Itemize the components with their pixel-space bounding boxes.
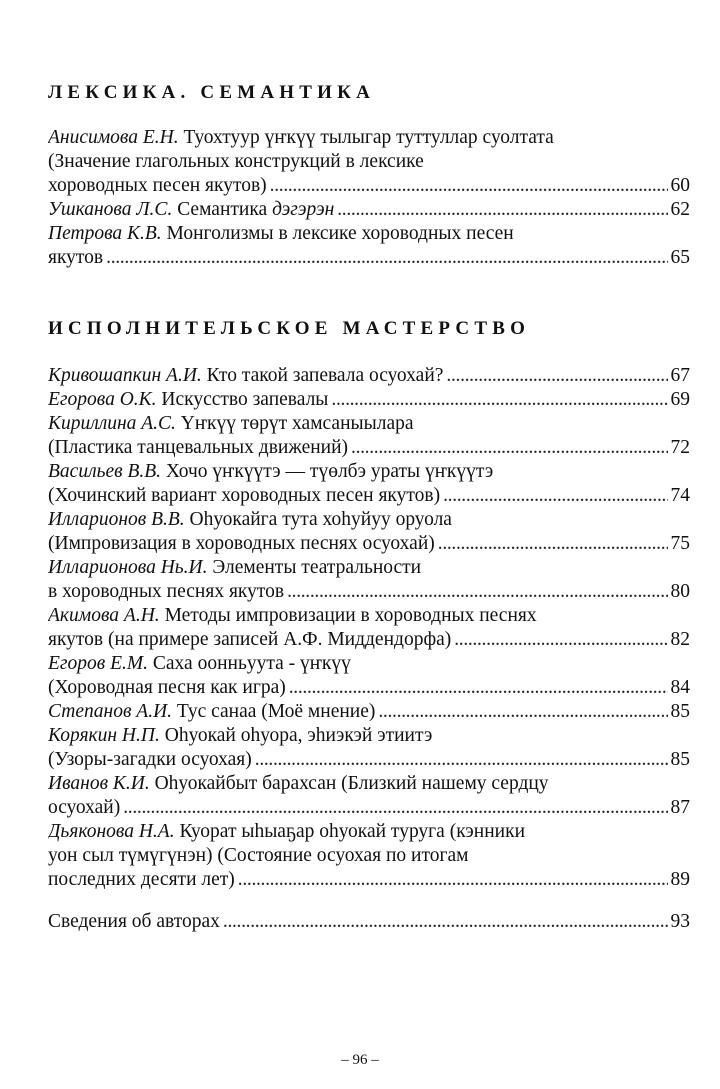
page-footer-number: – 96 – <box>341 1052 379 1068</box>
entry-author: Илларионов В.В. <box>48 509 185 530</box>
entry-text <box>48 821 525 842</box>
entry-author: Корякин Н.П. <box>48 725 160 746</box>
toc-entry[interactable] <box>48 388 690 412</box>
toc-line <box>48 748 690 772</box>
entry-text <box>48 151 424 172</box>
entry-title: Оһуокайга тута хоһуйуу оруола <box>184 509 452 530</box>
entry-author: Илларионова Нь.И. <box>48 557 208 578</box>
entry-title: хороводных песен якутов) <box>48 175 267 196</box>
entry-title: уон сыл түмүгүнэн) (Состояние осуохая по итогам <box>48 845 469 866</box>
entry-author: Егорова О.К. <box>48 389 157 410</box>
entry-title: Семантика <box>172 199 273 220</box>
page-number: 82 <box>670 629 690 650</box>
entry-author: Иванов К.И. <box>48 773 150 794</box>
entry-text <box>48 436 348 460</box>
entry-text <box>48 796 120 820</box>
entry-title: якутов <box>48 247 104 268</box>
entry-author: Степанов А.И. <box>48 701 173 722</box>
toc-list-lexics <box>48 126 690 270</box>
toc-line <box>48 724 690 748</box>
toc-line <box>48 844 690 868</box>
entry-author: Кириллина А.С. <box>48 413 176 434</box>
page-number: 87 <box>670 797 690 818</box>
toc-entry[interactable] <box>48 508 690 556</box>
toc-entry[interactable] <box>48 820 690 892</box>
entry-text <box>48 580 284 604</box>
entry-text <box>48 628 451 652</box>
entry-title: (Пластика танцевальных движений) <box>48 437 349 458</box>
toc-entry[interactable] <box>48 412 690 460</box>
toc-line <box>48 484 690 508</box>
section-title-performance: ИСПОЛНИТЕЛЬСКОЕ МАСТЕРСТВО <box>48 318 531 339</box>
page-number: 85 <box>670 749 690 770</box>
entry-text <box>48 725 432 746</box>
toc-line <box>48 364 690 388</box>
toc-line <box>48 868 690 892</box>
entry-title: Оһуокай оһуора, эһиэкэй этиитэ <box>159 725 433 746</box>
toc-line <box>48 126 690 150</box>
dot-leader <box>378 700 667 724</box>
dot-leader <box>123 796 667 820</box>
entry-text <box>48 868 235 892</box>
entry-author: Васильев В.В. <box>48 461 162 482</box>
toc-entry[interactable] <box>48 700 690 724</box>
dot-leader <box>337 198 667 222</box>
page-number: 84 <box>670 677 690 698</box>
dot-leader <box>223 910 668 934</box>
entry-title: Методы импровизации в хороводных песнях <box>159 605 537 626</box>
dot-leader <box>238 868 668 892</box>
toc-line <box>48 388 690 412</box>
entry-title: Оһуокайбыт барахсан (Близкий нашему сердцу <box>149 773 549 794</box>
entry-text <box>48 198 334 222</box>
page-number: 62 <box>670 199 690 220</box>
page-number: 60 <box>670 175 690 196</box>
dot-leader <box>438 532 668 556</box>
entry-text <box>48 605 537 626</box>
page-number: 69 <box>670 389 690 410</box>
entry-author: Кривошапкин А.И. <box>48 365 202 386</box>
toc-line <box>48 652 690 676</box>
entry-title: (Импровизация в хороводных песнях осуохай) <box>48 533 435 554</box>
entry-title: Сведения об авторах <box>48 911 220 932</box>
toc-line <box>48 676 690 700</box>
entry-title: (Хочинский вариант хороводных песен якутов) <box>48 485 441 506</box>
entry-author: Анисимова Е.Н. <box>48 127 179 148</box>
dot-leader <box>454 628 667 652</box>
entry-title: Элементы театральности <box>207 557 422 578</box>
entry-text <box>48 127 554 148</box>
toc-line <box>48 796 690 820</box>
entry-text <box>48 532 435 556</box>
entry-title: Хочо үҥкүүтэ — түөлбэ ураты үҥкүүтэ <box>161 461 494 482</box>
toc-entry[interactable] <box>48 126 690 198</box>
entry-text <box>48 557 421 578</box>
entry-title: осуохай) <box>48 797 121 818</box>
entry-text <box>48 509 452 530</box>
entry-title: Искусство запевалы <box>156 389 329 410</box>
toc-line <box>48 150 690 174</box>
entry-text <box>48 174 267 198</box>
entry-title: (Значение глагольных конструкций в лексике <box>48 151 424 172</box>
dot-leader <box>255 748 668 772</box>
dot-leader <box>331 388 667 412</box>
toc-line <box>48 246 690 270</box>
toc-entry[interactable] <box>48 772 690 820</box>
toc-line <box>48 628 690 652</box>
entry-text <box>48 484 440 508</box>
entry-author: Акимова А.Н. <box>48 605 160 626</box>
entry-text <box>48 676 286 700</box>
entry-title: Туохтуур үҥкүү тылыгар туттуллар суолтата <box>178 127 554 148</box>
entry-author: Дьяконова Н.А. <box>48 821 175 842</box>
dot-leader <box>446 364 667 388</box>
entry-title: (Узоры-загадки осуохая) <box>48 749 252 770</box>
entry-title: якутов (на примере записей А.Ф. Миддендорфа) <box>48 629 452 650</box>
toc-line <box>48 198 690 222</box>
entry-text <box>48 700 375 724</box>
entry-title: (Хороводная песня как игра) <box>48 677 286 698</box>
dot-leader <box>106 246 667 270</box>
page-number: 65 <box>670 247 690 268</box>
entry-text <box>48 413 414 434</box>
dot-leader <box>443 484 667 508</box>
entry-title: Монголизмы в лексике хороводных песен <box>161 223 514 244</box>
entry-text <box>48 364 443 388</box>
toc-line <box>48 556 690 580</box>
toc-line <box>48 604 690 628</box>
page-number: 72 <box>670 437 690 458</box>
entry-title: Тус санаа (Моё мнение) <box>172 701 376 722</box>
entry-title: в хороводных песнях якутов <box>48 581 285 602</box>
toc-line <box>48 532 690 556</box>
page-number: 74 <box>670 485 690 506</box>
dot-leader <box>289 676 668 700</box>
entry-author: Егоров Е.М. <box>48 653 149 674</box>
dot-leader <box>287 580 667 604</box>
toc-line <box>48 222 690 246</box>
toc-entry-authors-info[interactable] <box>48 910 690 934</box>
toc-entry[interactable] <box>48 222 690 270</box>
entry-title-italic: дэгэрэн <box>272 199 335 220</box>
toc-line <box>48 436 690 460</box>
toc-line <box>48 580 690 604</box>
toc-entry[interactable] <box>48 604 690 652</box>
entry-author: Петрова К.В. <box>48 223 162 244</box>
toc-entry[interactable] <box>48 724 690 772</box>
entry-title: Саха оонньуута - үҥкүү <box>148 653 351 674</box>
dot-leader <box>270 174 668 198</box>
toc-line <box>48 508 690 532</box>
toc-list-performance <box>48 364 690 892</box>
entry-text <box>48 388 328 412</box>
entry-title: последних десяти лет) <box>48 869 235 890</box>
entry-text <box>48 845 468 866</box>
entry-title: Үҥкүү төрүт хамсаныылара <box>175 413 414 434</box>
page-number: 80 <box>670 581 690 602</box>
entry-author: Ушканова Л.С. <box>48 199 173 220</box>
toc-line <box>48 772 690 796</box>
toc-entry[interactable] <box>48 460 690 508</box>
entry-text <box>48 653 351 674</box>
toc-line <box>48 460 690 484</box>
entry-text <box>48 461 493 482</box>
entry-text <box>48 246 103 270</box>
dot-leader <box>351 436 667 460</box>
page-number: 89 <box>670 869 690 890</box>
entry-text <box>48 223 514 244</box>
toc-line <box>48 910 690 934</box>
toc-entry[interactable] <box>48 556 690 604</box>
entry-text <box>48 748 252 772</box>
toc-entry[interactable] <box>48 198 690 222</box>
toc-line <box>48 700 690 724</box>
entry-text <box>48 773 549 794</box>
page-number: 75 <box>670 533 690 554</box>
page-number: 93 <box>670 911 690 932</box>
toc-entry[interactable] <box>48 652 690 700</box>
section-title-lexics: ЛЕКСИКА. СЕМАНТИКА <box>48 82 376 103</box>
toc-entry[interactable] <box>48 364 690 388</box>
toc-line <box>48 412 690 436</box>
page-number: 67 <box>670 365 690 386</box>
entry-title: Куорат ыһыаҕар оһуокай туруга (кэнники <box>174 821 526 842</box>
page-number: 85 <box>670 701 690 722</box>
toc-line <box>48 820 690 844</box>
toc-line <box>48 174 690 198</box>
entry-title: Кто такой запевала осуохай? <box>201 365 444 386</box>
